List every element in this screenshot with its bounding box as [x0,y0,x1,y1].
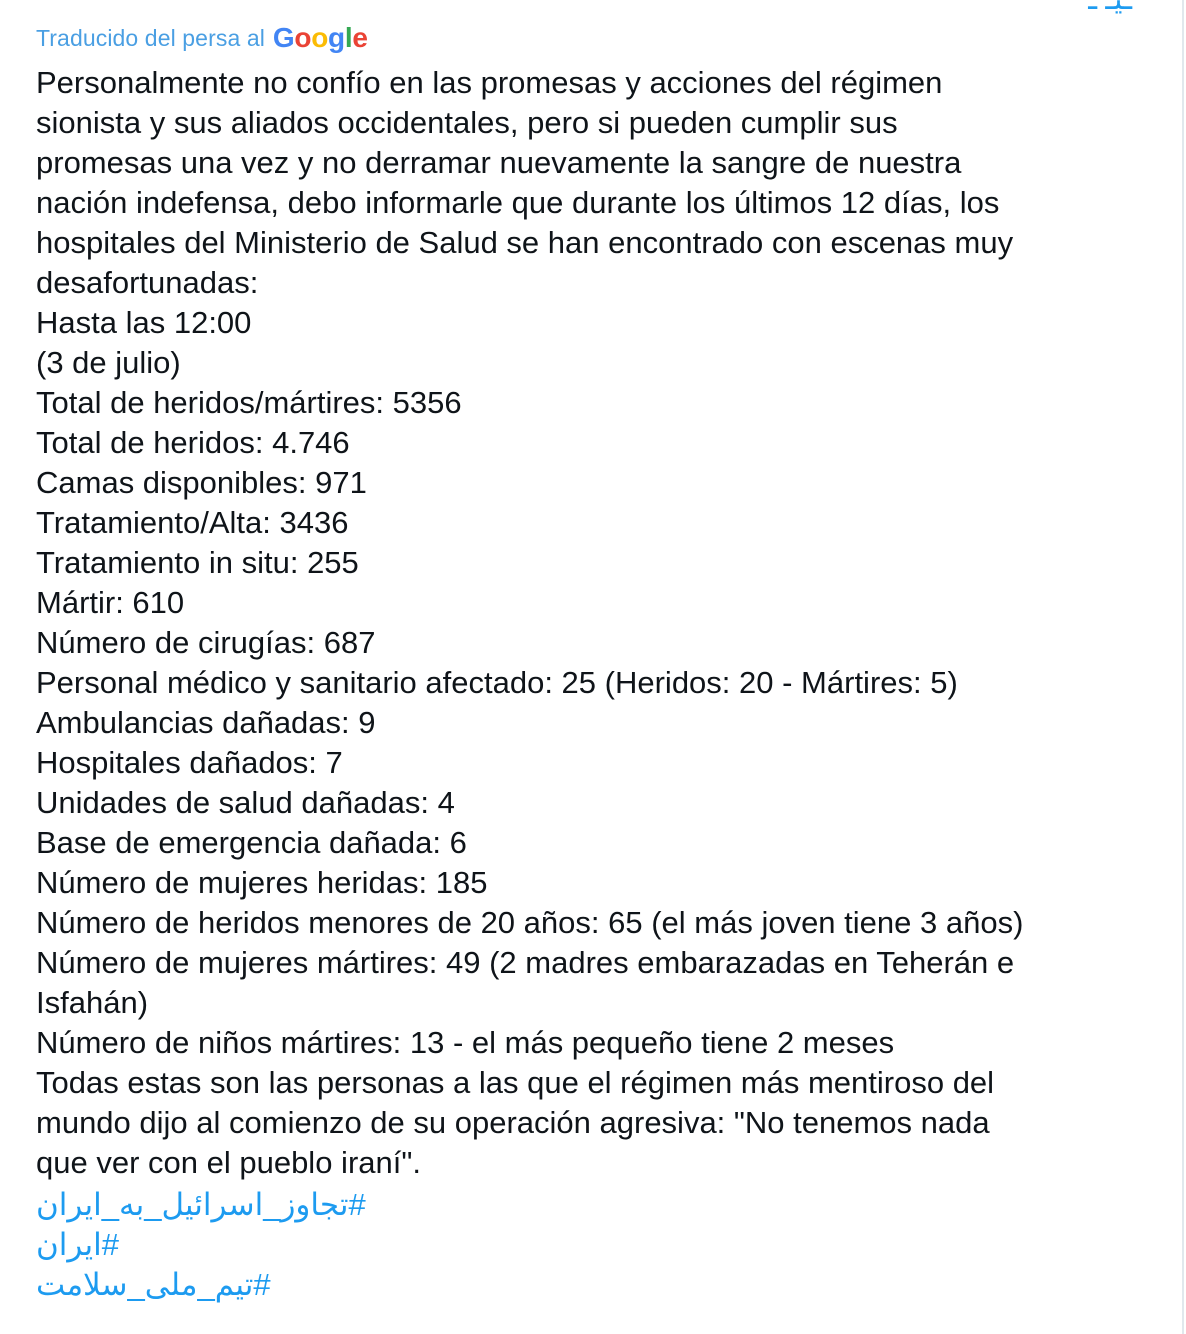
translated-from-label: Traducido del persa al [36,24,265,51]
stat-line: Número de niños mártires: 13 - el más pequeño tiene 2 meses [36,1025,895,1060]
stat-line: Ambulancias dañadas: 9 [36,705,376,740]
google-logo-letter: g [328,22,345,53]
tweet-text [36,63,1156,1183]
tweet-closing-line: Todas estas son las personas a las que el régimen más mentiroso del [36,1065,995,1100]
tweet-paragraph-line: hospitales del Ministerio de Salud se han encontrado con escenas muy [36,225,1014,260]
tweet-closing-line: mundo dijo al comienzo de su operación agresiva: "No tenemos nada [36,1105,990,1140]
hashtag-link[interactable]: #تیم_ملی_سلامت [36,1267,271,1302]
google-logo-letter: e [352,22,368,53]
tweet-closing-line: que ver con el pueblo iraní". [36,1145,421,1180]
hashtag-link[interactable]: #تجاوز_اسرائیل_به_ایران [36,1187,366,1222]
stat-line: Hospitales dañados: 7 [36,745,343,780]
google-logo-letter: l [344,22,353,53]
google-logo-letter: o [311,22,329,53]
tweet-paragraph-line: desafortunadas: [36,265,259,300]
stat-line: Personal médico y sanitario afectado: 25 (Heridos: 20 - Mártires: 5) [36,665,958,700]
stat-line: Número de heridos menores de 20 años: 65 (el más joven tiene 3 años) [36,905,1024,940]
stat-line: Camas disponibles: 971 [36,465,367,500]
stat-line: Total de heridos/mártires: 5356 [36,385,462,420]
google-logo-letter: G [272,22,295,53]
stat-line: Mártir: 610 [36,585,185,620]
stat-line: Base de emergencia dañada: 6 [36,825,467,860]
stat-line: Isfahán) [36,985,149,1020]
tweet-paragraph-line: Personalmente no confío en las promesas y acciones del régimen [36,65,943,100]
tweet-paragraph-line: promesas una vez y no derramar nuevamente la sangre de nuestra [36,145,962,180]
stat-line: Tratamiento/Alta: 3436 [36,505,349,540]
stat-line: (3 de julio) [36,345,181,380]
google-logo[interactable] [273,24,368,52]
stat-line: Número de cirugías: 687 [36,625,376,660]
stat-line: Número de mujeres mártires: 49 (2 madres embarazadas en Teherán e [36,945,1015,980]
stat-line: Hasta las 12:00 [36,305,252,340]
hashtag-list [36,1185,636,1305]
tweet-paragraph-line: nación indefensa, debo informarle que durante los últimos 12 días, los [36,185,1000,220]
hashtag-link[interactable]: #ایران [36,1227,119,1262]
translation-attribution [36,18,368,58]
stat-line: Total de heridos: 4.746 [36,425,350,460]
stat-line: Tratamiento in situ: 255 [36,545,359,580]
stat-line: Número de mujeres heridas: 185 [36,865,488,900]
stat-line: Unidades de salud dañadas: 4 [36,785,455,820]
tweet-paragraph-line: sionista y sus aliados occidentales, pero si pueden cumplir sus [36,105,898,140]
google-logo-letter: o [294,22,312,53]
